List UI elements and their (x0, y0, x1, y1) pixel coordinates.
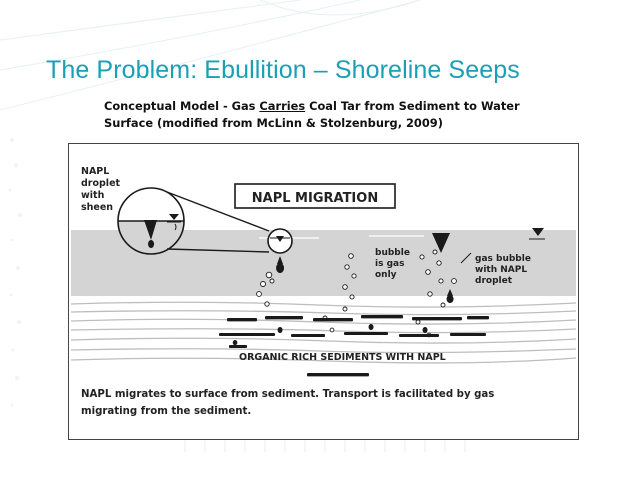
bubble-napl-label-2: with NAPL (475, 265, 528, 275)
slide-subtitle (104, 98, 544, 132)
bubble-gas-label-1: bubble (375, 248, 410, 258)
inset-label-line-2: droplet (81, 178, 121, 189)
caption-line-2: migrating from the sediment. (81, 406, 252, 417)
figure-canvas (69, 144, 578, 439)
bubble-napl-label-3: droplet (475, 276, 512, 286)
surface-sheen-circle (268, 229, 292, 253)
slide-title: The Problem: Ebullition – Shoreline Seeps (46, 56, 520, 84)
bubble-gas-label-2: is gas (375, 259, 405, 269)
inset-label-line-3: with (81, 190, 105, 201)
napl-migration-figure (68, 143, 579, 440)
figure-heading: NAPL MIGRATION (251, 191, 379, 206)
subtitle-emphasis: Carries (259, 99, 306, 113)
caption-line-1: NAPL migrates to surface from sediment. Transport is facilitated by gas (81, 389, 495, 400)
bubble-napl-label-1: gas bubble (475, 254, 531, 264)
inset-label-line-4: sheen (81, 202, 114, 213)
sediment-label: ORGANIC RICH SEDIMENTS WITH NAPL (239, 352, 446, 363)
magnified-inset (118, 188, 184, 255)
subtitle-suffix: Coal Tar from Sediment to Water Surface (modified from McLinn & Stolzenburg, 2009) (104, 99, 520, 130)
subtitle-prefix: Conceptual Model - Gas (104, 99, 260, 113)
bubble-gas-label-3: only (375, 270, 397, 280)
inset-label-line-1: NAPL (81, 166, 110, 177)
